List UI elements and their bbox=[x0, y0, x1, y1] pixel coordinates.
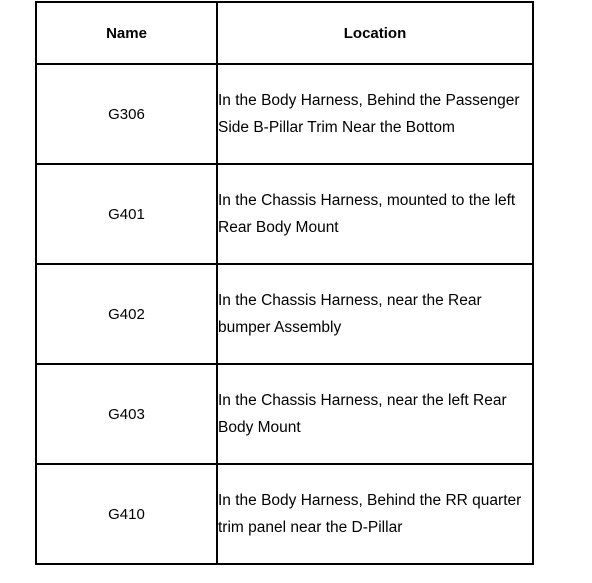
ground-name-cell: G402 bbox=[36, 264, 217, 364]
ground-name-cell: G403 bbox=[36, 364, 217, 464]
table-header-row bbox=[36, 2, 533, 64]
table-row bbox=[36, 264, 533, 364]
ground-location-cell: In the Chassis Harness, near the left Rear Body Mount bbox=[217, 364, 533, 464]
column-header-location: Location bbox=[217, 2, 533, 64]
ground-location-cell: In the Chassis Harness, near the Rear bumper Assembly bbox=[217, 264, 533, 364]
ground-location-cell: In the Chassis Harness, mounted to the left Rear Body Mount bbox=[217, 164, 533, 264]
ground-location-table bbox=[35, 1, 534, 565]
ground-name-cell: G410 bbox=[36, 464, 217, 564]
table-row bbox=[36, 164, 533, 264]
table-row bbox=[36, 464, 533, 564]
column-header-name: Name bbox=[36, 2, 217, 64]
ground-location-cell: In the Body Harness, Behind the Passenger Side B-Pillar Trim Near the Bottom bbox=[217, 64, 533, 164]
ground-name-cell: G401 bbox=[36, 164, 217, 264]
ground-name-cell: G306 bbox=[36, 64, 217, 164]
table-row bbox=[36, 64, 533, 164]
ground-location-cell: In the Body Harness, Behind the RR quarter trim panel near the D-Pillar bbox=[217, 464, 533, 564]
table-row bbox=[36, 364, 533, 464]
